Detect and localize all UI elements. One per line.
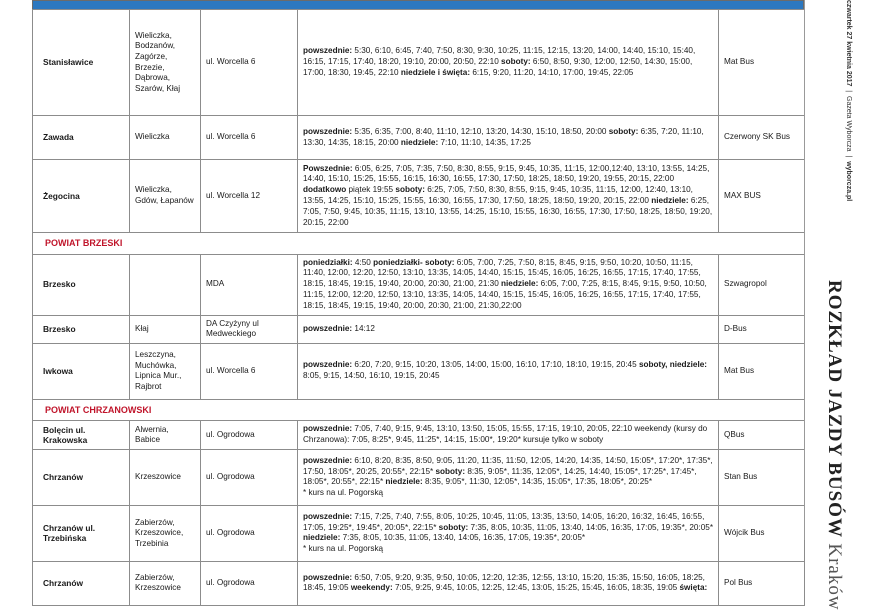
carrier-cell: D-Bus xyxy=(719,315,805,343)
day-label: powszednie: xyxy=(303,455,353,465)
day-label: niedziele: xyxy=(501,279,539,289)
table-row xyxy=(33,116,805,160)
times: 7:05, 7:40, 9:15, 9:45, 13:10, 13:50, 15:05, 15:55, 17:15, 19:10, 20:05, 22:10 weekendy (kursy do Chrzanowa): 7:05, 8:25*, 9:45, 11:25*, 14:15, 15:00*, 19:20* kursuje tylko w soboty xyxy=(303,424,708,445)
route-cell: Wieliczka, Gdów, Łapanów xyxy=(130,160,201,233)
day-label: niedziele: xyxy=(303,533,341,543)
destination-cell: Zawada xyxy=(33,116,130,160)
times: 6:50, 8:50, 9:30, 12:00, 12:50, 14:30, 15:00, 17:00, 18:30, 19:45, 22:10 xyxy=(303,57,693,77)
day-label: powszednie: xyxy=(303,572,353,582)
day-label: weekendy: xyxy=(350,583,393,593)
stop-cell: ul. Worcella 6 xyxy=(201,10,298,116)
footnote: * kurs na ul. Pogorską xyxy=(303,488,384,498)
times: 6:05, 7:00, 7:25, 7:50, 8:15, 8:45, 9:15, 9:50, 10:20, 10:50, 11:15, 11:40, 12:00, 12:20, 12:50, 13:10, 13:35, 14:05, 14:40, 15:15, 15:45, 16:05, 16:25, 16:55, 17:15, 17:40, 17:55, 18:15, 18:45, 19:15, 19:40, 20:00, 20:30, 21:00, 21:30 xyxy=(303,257,701,289)
footnote: * kurs na ul. Pogorską xyxy=(303,544,384,554)
day-label: powszednie: xyxy=(303,360,353,370)
route-cell: Wieliczka xyxy=(130,116,201,160)
schedule-cell xyxy=(298,343,719,399)
website: wyborcza.pl xyxy=(845,161,852,202)
carrier-cell: Pol Bus xyxy=(719,561,805,605)
day-label: powszednie: xyxy=(303,323,353,333)
day-label: poniedziałki: xyxy=(303,257,353,267)
schedule-cell xyxy=(298,116,719,160)
route-cell: Krzeszowice xyxy=(130,449,201,505)
times: 6:05, 7:00, 7:25, 8:15, 8:45, 9:15, 9:50, 10:50, 11:15, 12:00, 12:20, 12:50, 13:10, 13:35, 14:05, 14:40, 15:15, 15:45, 16:05, 16:25, 16:55, 17:15, 17:40, 17:55, 18:15, 18:45, 19:15, 19:40, 20:00, 20:30, 21:00, 21:30,22:00 xyxy=(303,279,707,310)
stop-cell: ul. Worcella 12 xyxy=(201,160,298,233)
day-label: soboty: xyxy=(438,522,469,532)
table-row xyxy=(33,10,805,116)
schedule-cell xyxy=(298,561,719,605)
route-cell: Zabierzów, Krzeszowice xyxy=(130,561,201,605)
newspaper-name: Gazeta Wyborcza xyxy=(845,96,852,152)
issue-date: czwartek 27 kwietnia 2017 xyxy=(845,0,852,87)
stop-cell: MDA xyxy=(201,254,298,315)
times: 4:50 xyxy=(352,257,374,267)
route-cell: Wieliczka, Bodzanów, Zagórze, Brzezie, Dąbrowa, Szarów, Kłaj xyxy=(130,10,201,116)
route-cell: Kłaj xyxy=(130,315,201,343)
stop-cell: ul. Ogrodowa xyxy=(201,505,298,561)
times: 7:35, 8:05, 10:35, 11:05, 13:40, 14:05, 16:35, 17:05, 19:35*, 20:05* xyxy=(340,533,586,543)
stop-cell: ul. Worcella 6 xyxy=(201,343,298,399)
day-label: niedziele: xyxy=(651,196,689,205)
table-row xyxy=(33,343,805,399)
destination-cell: Chrzanów xyxy=(33,449,130,505)
schedule-cell xyxy=(298,449,719,505)
carrier-cell: Mat Bus xyxy=(719,343,805,399)
destination-cell: Chrzanów xyxy=(33,561,130,605)
running-header: czwartek 27 kwietnia 2017 | Gazeta Wyborcza | wyborcza.pl xyxy=(845,0,852,202)
carrier-cell: QBus xyxy=(719,421,805,450)
route-cell: Zabierzów, Krzeszowice, Trzebinia xyxy=(130,505,201,561)
carrier-cell: Mat Bus xyxy=(719,10,805,116)
destination-cell: Brzesko xyxy=(33,254,130,315)
day-label: soboty, niedziele: xyxy=(638,360,708,370)
day-label: Powszednie: xyxy=(303,163,353,173)
times: 7:35, 8:05, 10:35, 11:05, 13:40, 14:05, 16:35, 17:05, 19:35*, 20:05* xyxy=(468,522,714,532)
carrier-cell: Szwagropol xyxy=(719,254,805,315)
day-label: soboty: xyxy=(501,57,531,67)
carrier-cell: Czerwony SK Bus xyxy=(719,116,805,160)
route-cell xyxy=(130,254,201,315)
destination-cell: Bolęcin ul. Krakowska xyxy=(33,421,130,450)
day-label: poniedziałki- soboty: xyxy=(373,257,455,267)
times: 6:35, 7:20, 11:10, 13:30, 14:35, 18:15, 20:00 xyxy=(303,126,704,147)
table-row xyxy=(33,315,805,343)
destination-cell: Żegocina xyxy=(33,160,130,233)
day-label: święta: xyxy=(679,583,708,593)
times: 8:05, 9:15, 14:50, 16:10, 19:15, 20:45 xyxy=(303,371,440,381)
times: 6:25, 7:05, 7:50, 8:30, 8:55, 9:15, 9:45, 10:35, 11:15, 12:00, 12:40, 13:10, 13:55, 14:25, 15:10, 15:25, 15:55, 16:30, 16:55, 17:30, 17:50, 18:25, 18:50, 19:20, 20:15, 22:00 xyxy=(303,185,693,205)
destination-cell: Stanisławice xyxy=(33,10,130,116)
carrier-cell: MAX BUS xyxy=(719,160,805,233)
destination-cell: Brzesko xyxy=(33,315,130,343)
times: 5:30, 6:10, 6:45, 7:40, 7:50, 8:30, 9:30, 10:25, 11:15, 12:15, 13:20, 14:00, 14:40, 15:10, 15:40, 16:15, 17:15, 17:40, 18:20, 19:10, 20:00, 20:50, 22:10 xyxy=(303,46,696,67)
stop-cell: ul. Worcella 6 xyxy=(201,116,298,160)
route-cell: Alwernia, Babice xyxy=(130,421,201,450)
table-row xyxy=(33,160,805,233)
destination-cell: Chrzanów ul. Trzebińska xyxy=(33,505,130,561)
day-label: soboty: xyxy=(435,466,466,476)
day-label: niedziele: xyxy=(400,137,439,147)
day-label: dodatkowo xyxy=(303,185,347,195)
page-title xyxy=(823,280,845,611)
schedule-cell xyxy=(298,160,719,233)
day-label: powszednie: xyxy=(303,126,353,136)
stop-cell: ul. Ogrodowa xyxy=(201,421,298,450)
schedule-cell xyxy=(298,421,719,450)
section-heading: POWIAT BRZESKI xyxy=(33,233,805,255)
timetable xyxy=(32,9,805,606)
schedule-cell xyxy=(298,505,719,561)
schedule-cell xyxy=(298,315,719,343)
stop-cell: DA Czyżyny ul Medweckiego xyxy=(201,315,298,343)
times: 6:10, 8:20, 8:35, 8:50, 9:05, 11:20, 11:35, 11:50, 12:05, 14:20, 14:35, 14:50, 15:05*, 17:20*, 17:35*, 17:50, 18:05*, 20:25, 20:55*, 22:15* xyxy=(303,455,713,476)
table-row xyxy=(33,449,805,505)
times: 6:25, 7:05, 7:50, 9:45, 10:35, 11:15, 13:10, 13:55, 14:25, 15:10, 15:55, 16:30, 16:55, 17:30, 17:50, 18:25, 18:50, 19:20, 20:15, 22:00 xyxy=(303,196,713,227)
destination-cell: Iwkowa xyxy=(33,343,130,399)
day-label: powszednie: xyxy=(303,46,353,56)
section-row xyxy=(33,399,805,421)
table-row xyxy=(33,561,805,605)
times: 6:50, 7:05, 9:20, 9:35, 9:50, 10:05, 12:20, 12:35, 12:55, 13:10, 15:20, 15:35, 15:50, 16:05, 18:25, 18:45, 19:05 xyxy=(303,572,705,593)
times: 5:35, 6:35, 7:00, 8:40, 11:10, 12:10, 13:20, 14:30, 15:10, 18:50, 20:00 xyxy=(352,126,609,136)
times: 8:35, 9:05*, 11:35, 12:05*, 14:25, 14:40, 15:05*, 17:25*, 17:45*, 18:05*, 20:55*, 22:15* xyxy=(303,466,697,487)
stop-cell: ul. Ogrodowa xyxy=(201,449,298,505)
schedule-cell xyxy=(298,10,719,116)
day-label: powszednie: xyxy=(303,511,353,521)
day-label: soboty: xyxy=(395,185,425,195)
table-row xyxy=(33,254,805,315)
city-text: Kraków xyxy=(824,543,845,611)
carrier-cell: Wójcik Bus xyxy=(719,505,805,561)
schedule-cell xyxy=(298,254,719,315)
day-label: niedziele i święta: xyxy=(400,67,471,77)
times: piątek 19:55 xyxy=(346,185,396,195)
title-text: ROZKŁAD JAZDY BUSÓW xyxy=(824,280,845,538)
day-label: soboty: xyxy=(608,126,639,136)
timetable-page xyxy=(32,0,804,606)
times: 7:15, 7:25, 7:40, 7:55, 8:05, 10:25, 10:45, 11:05, 13:35, 13:50, 14:05, 16:20, 16:32, 16:45, 16:55, 17:05, 19:25*, 19:45*, 20:05*, 22:15* xyxy=(303,511,705,532)
carrier-cell: Stan Bus xyxy=(719,449,805,505)
table-row xyxy=(33,505,805,561)
day-label: powszednie: xyxy=(303,424,353,434)
table-row xyxy=(33,421,805,450)
section-row xyxy=(33,233,805,255)
times: 7:10, 11:10, 14:35, 17:25 xyxy=(438,137,531,147)
times: 8:35, 9:05*, 11:30, 12:05*, 14:35, 15:05*, 17:35, 18:05*, 20:25* xyxy=(422,477,653,487)
times: 6:20, 7:20, 9:15, 10:20, 13:05, 14:00, 15:00, 16:10, 17:10, 18:10, 19:15, 20:45 xyxy=(352,360,639,370)
day-label: niedziele: xyxy=(385,477,423,487)
times: 6:15, 9:20, 11:20, 14:10, 17:00, 19:45, 22:05 xyxy=(470,67,634,77)
margin-rule xyxy=(804,0,815,540)
section-heading: POWIAT CHRZANOWSKI xyxy=(33,399,805,421)
times: 7:05, 9:25, 9:45, 10:05, 12:25, 12:45, 13:05, 15:25, 15:45, 16:05, 18:35, 19:05 xyxy=(392,583,680,593)
route-cell: Leszczyna, Muchówka, Lipnica Mur., Rajbrot xyxy=(130,343,201,399)
times: 14:12 xyxy=(352,323,375,333)
header-bar xyxy=(32,0,804,9)
stop-cell: ul. Ogrodowa xyxy=(201,561,298,605)
times: 6:05, 6:25, 7:05, 7:35, 7:50, 8:30, 8:55, 9:15, 9:45, 10:35, 11:15, 12:00,12:40, 13:10, 13:55, 14:25, 14:40, 15:10, 15:25, 15:55, 16:15, 16:30, 16:55, 17:30, 17:50, 18:25, 18:50, 19:20, 19:55, 20:15, 22:00 xyxy=(303,163,710,184)
